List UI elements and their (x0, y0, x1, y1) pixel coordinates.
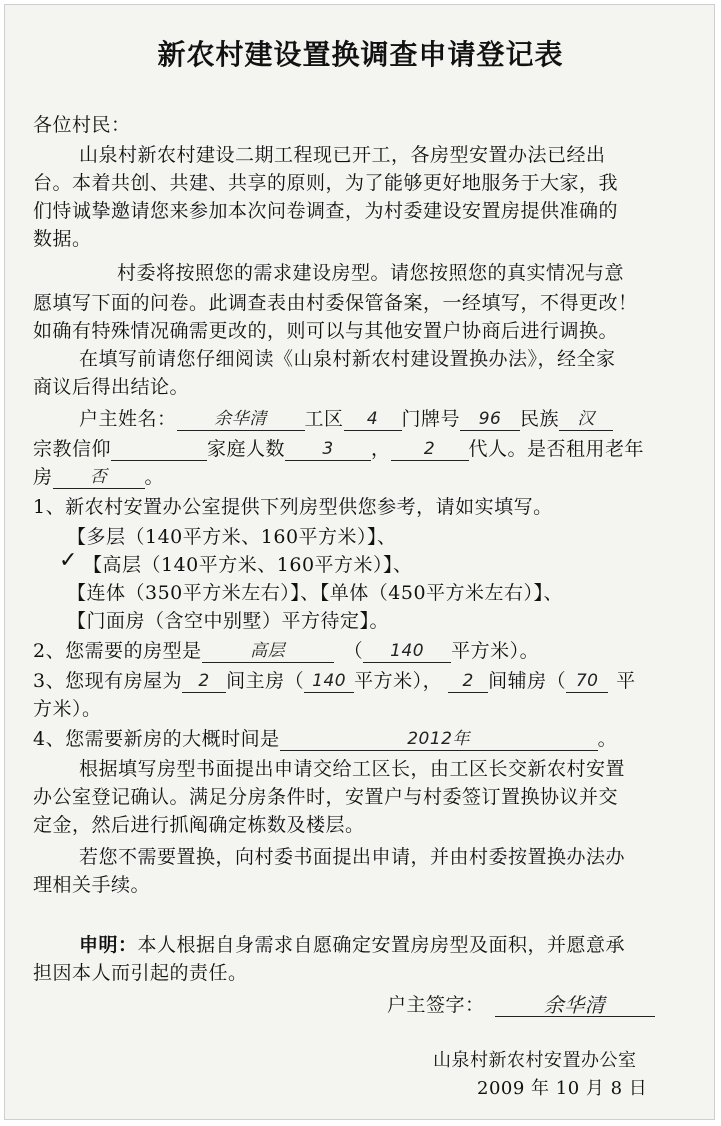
aux-room-area-value: 70 (575, 671, 599, 691)
q4-period: 。 (597, 728, 618, 750)
greeting: 各位村民： (33, 114, 131, 136)
main-room-area-field[interactable] (304, 672, 354, 693)
house-no-label: 门牌号 (401, 408, 461, 430)
householder-name-field[interactable] (177, 410, 305, 431)
generations-suffix: 代人。是否租用老年 (468, 438, 645, 460)
para3-line-1: 根据填写房型书面提出申请交给工区长，由工区长交新农村安置 (79, 758, 626, 780)
house-area-field[interactable] (363, 642, 451, 663)
house-no-field[interactable] (460, 410, 520, 431)
main-room-unit: 平方米）， (354, 670, 443, 692)
signature-field[interactable] (495, 993, 655, 1017)
family-count-field[interactable] (285, 440, 371, 461)
main-room-count-value: 2 (198, 671, 210, 691)
aux-room-count-value: 2 (462, 671, 474, 691)
para3-line-5: 理相关手续。 (33, 874, 151, 896)
question-1: 1、新农村安置办公室提供下列房型供您参考，请如实填写。 (33, 496, 553, 518)
family-count-value: 3 (322, 439, 334, 459)
intro-line-2: 台。本着共创、共建、共享的原则，为了能够更好地服务于大家，我 (33, 172, 619, 194)
main-room-area-value: 140 (312, 671, 347, 691)
intro-line-1: 山泉村新农村建设二期工程现已开工，各房型安置办法已经出 (79, 144, 606, 166)
main-room-label: 间主房（ (226, 670, 305, 692)
q2-unit: 平方米）。 (451, 640, 540, 662)
para3-line-2: 办公室登记确认。满足分房条件时，安置户与村委签订置换协议并交 (33, 786, 619, 808)
q3-prefix: 3、您现有房屋为 (33, 670, 183, 692)
question-2 (33, 639, 539, 663)
check-mark-icon: ✓ (59, 548, 78, 573)
move-in-time-field[interactable] (280, 730, 598, 751)
para3-line-4: 若您不需要置换，向村委书面提出申请，并由村委按置换办法办 (79, 846, 626, 868)
family-count-label: 家庭人数 (207, 438, 286, 460)
statement-line-2: 担因本人而引起的责任。 (33, 962, 248, 984)
option-detached-units[interactable]: 【连体（350平方米左右）】、【单体（450平方米左右）】、 (67, 582, 564, 604)
generations-field[interactable] (391, 440, 469, 461)
page-title: 新农村建设置换调查申请登记表 (157, 38, 564, 71)
comma: ， (371, 438, 391, 460)
intro-line-4: 数据。 (33, 228, 92, 250)
main-room-count-field[interactable] (182, 672, 226, 693)
aux-room-area-field[interactable] (566, 672, 608, 693)
question-3 (33, 669, 636, 693)
para2-line-5: 商议后得出结论。 (33, 376, 190, 398)
period: 。 (144, 466, 165, 488)
generations-value: 2 (423, 439, 436, 459)
elderly-room-field[interactable] (53, 468, 145, 489)
signature-value: 余华清 (543, 993, 606, 1017)
ethnicity-value: 汉 (577, 409, 595, 429)
elderly-room-row (33, 465, 164, 489)
question-4 (33, 727, 617, 751)
work-area-field[interactable] (344, 410, 402, 431)
para3-line-3: 定金，然后进行抓阄确定栋数及楼层。 (33, 814, 365, 836)
elderly-room-value: 否 (89, 467, 108, 487)
q3-unit-wrap: 方米）。 (33, 698, 102, 720)
householder-name-value: 余华清 (214, 409, 267, 429)
intro-line-3: 们恃诚挚邀请您来参加本次问卷调查，为村委建设安置房提供准确的 (33, 200, 619, 222)
para2-line-1: 村委将按照您的需求建设房型。请您按照您的真实情况与意 (117, 262, 625, 284)
householder-label: 户主姓名： (79, 408, 177, 430)
house-type-value: 高层 (250, 641, 286, 661)
family-row (33, 437, 644, 461)
statement-body: 本人根据自身需求自愿确定安置房房型及面积，并愿意承 (137, 934, 626, 956)
para2-line-2: 愿填写下面的问卷。此调查表由村委保管备案，一经填写，不得更改！ (33, 292, 638, 314)
option-high-rise[interactable]: 【高层（140平方米、160平方米）】、 (83, 554, 413, 576)
issue-date: 2009 年 10 月 8 日 (477, 1078, 648, 1099)
aux-room-count-field[interactable] (448, 672, 488, 693)
survey-form (4, 4, 715, 1120)
religion-label: 宗教信仰 (33, 438, 112, 460)
room-prefix: 房 (33, 466, 53, 488)
statement-head: 申明： (79, 934, 138, 956)
house-area-value: 140 (390, 641, 425, 661)
q4-prefix: 4、您需要新房的大概时间是 (33, 728, 280, 750)
householder-row (79, 407, 613, 431)
statement-line-1 (79, 933, 625, 957)
house-type-field[interactable] (202, 642, 334, 663)
house-no-value: 96 (478, 409, 502, 429)
option-shop-house[interactable]: 【门面房（含空中别墅）平方待定】。 (67, 610, 390, 632)
move-in-time-value: 2012年 (407, 729, 470, 749)
option-multi-storey[interactable]: 【多层（140平方米、160平方米）】、 (67, 526, 397, 548)
religion-field[interactable] (111, 440, 207, 461)
ethnicity-label: 民族 (520, 408, 560, 430)
para2-line-3: 如确有特殊情况确需更改的，则可以与其他安置户协商后进行调换。 (33, 320, 619, 342)
signature-row (387, 993, 655, 1017)
q2-prefix: 2、您需要的房型是 (33, 640, 202, 662)
aux-room-unit-a: 平 (616, 670, 636, 692)
para2-line-4: 在填写前请您仔细阅读《山泉村新农村建设置换办法》，经全家 (79, 348, 616, 370)
q2-open: （ (343, 640, 364, 662)
office-name: 山泉村新农村安置办公室 (433, 1050, 637, 1071)
aux-room-label: 间辅房（ (488, 670, 567, 692)
signature-label: 户主签字： (387, 994, 485, 1016)
work-area-value: 4 (366, 409, 379, 429)
work-area-label: 工区 (304, 408, 344, 430)
ethnicity-field[interactable] (559, 410, 613, 431)
